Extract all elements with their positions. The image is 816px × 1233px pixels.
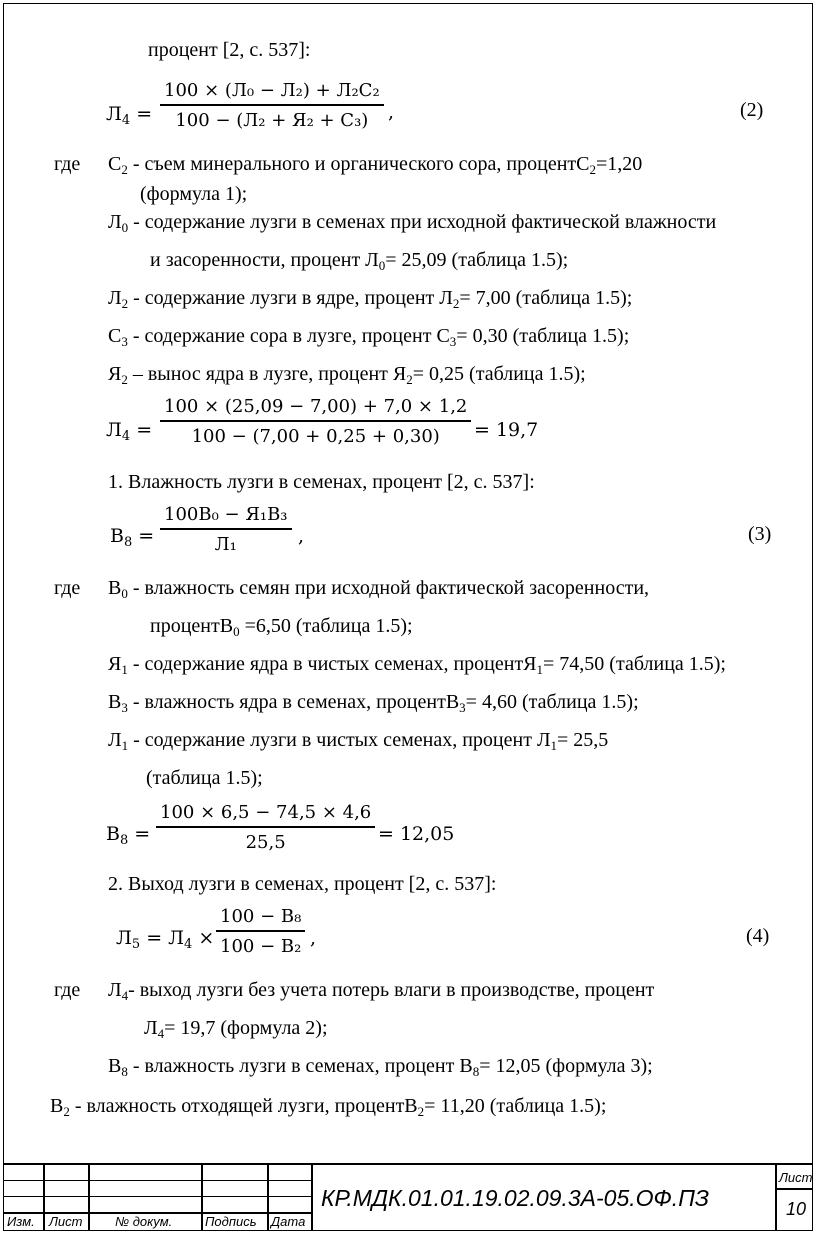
stamp-doc-no: № докум. <box>115 1214 173 1229</box>
fraction <box>216 906 305 957</box>
definition-ya1: $Я_1$ - содержание ядра в чистых семенах, процентЯ$_1$= 74,50 (таблица 1.5); <box>108 653 726 677</box>
definition-v8: $В_8$ - влажность лузги в семенах, процент $В_8= 12,05$ (формула 3); <box>108 1055 653 1079</box>
numerator: 100 × (Л₀ − Л₂) + Л₂С₂ <box>164 80 380 101</box>
sheet-number: 10 <box>786 1199 807 1219</box>
formula-lhs: $Л_4$ = <box>106 103 153 128</box>
definition-v2: $В_2$ - влажность отходящей лузги, процентВ$_2$= 11,20 (таблица 1.5); <box>50 1095 607 1119</box>
fraction <box>160 504 292 555</box>
formula-lhs: $В_8$ = <box>106 823 151 848</box>
numerator: 100В₀ − Я₁В₃ <box>164 504 288 525</box>
formula-lhs: $Л_4$ = <box>106 419 153 444</box>
comma: , <box>388 101 395 123</box>
numerator: 100 × 6,5 − 74,5 × 4,6 <box>160 802 372 823</box>
text-line: процент [2, с. 537]: <box>148 39 311 61</box>
comma: , <box>298 525 305 547</box>
denominator: 100 − (7,00 + 0,25 + 0,30) <box>191 425 440 447</box>
formula-lhs: $Л_5 = Л_4$ × <box>116 927 215 952</box>
numerator: 100 − В₈ <box>220 906 302 927</box>
text-line: 1. Влажность лузги в семенах, процент [2, с. 537]: <box>108 471 535 493</box>
stamp-date: Дата <box>271 1214 306 1229</box>
document-code: КР.МДК.01.01.19.02.09.3А-05.ОФ.ПЗ <box>321 1185 709 1211</box>
where-label: где <box>54 979 81 1001</box>
formula-lhs: $В_8$ = <box>110 525 155 550</box>
definition-l1: $Л_1$ - содержание лузги в чистых семенах, процент $Л_1= 25,5$ <box>108 729 609 753</box>
denominator: 100 − В₂ <box>220 935 302 957</box>
denominator: Л₁ <box>214 533 237 555</box>
text-line: 2. Выход лузги в семенах, процент [2, с. 537]: <box>108 873 497 895</box>
text-line: (таблица 1.5); <box>146 767 263 789</box>
stamp-sign: Подпись <box>205 1214 257 1229</box>
stamp-list: Лист <box>49 1214 83 1229</box>
where-label: где <box>54 577 81 599</box>
definition-ya2: $Я_2$ – вынос ядра в лузге, процент $Я_2= 0,25$ (таблица 1.5); <box>108 363 586 387</box>
fraction <box>160 80 384 131</box>
formula-number: (4) <box>746 925 770 947</box>
text-line: $Л_4= 19,7$ (формула 2); <box>144 1017 328 1041</box>
denominator: 25,5 <box>245 831 286 853</box>
stamp-sheet-label: Лист <box>779 1170 813 1185</box>
text-line: процентВ$_0$ =6,50 (таблица 1.5); <box>150 615 413 639</box>
definition-v3: $В_3$ - влажность ядра в семенах, процентВ$_3$= 4,60 (таблица 1.5); <box>108 691 639 715</box>
where-label: где <box>54 153 81 175</box>
numerator: 100 × (25,09 − 7,00) + 7,0 × 1,2 <box>164 396 468 417</box>
definition-v0: $В_0$ - влажность семян при исходной фактической засоренности, <box>108 577 650 601</box>
definition-c2: $С_2$ - съем минерального и органического сора, процентС$_2$=1,20 <box>108 153 643 177</box>
formula-number: (2) <box>740 99 764 121</box>
fraction <box>160 396 471 447</box>
denominator: 100 − (Л₂ + Я₂ + С₃) <box>175 109 369 131</box>
fraction <box>156 802 375 853</box>
definition-l4: $Л_4-$ выход лузги без учета потерь влаги в производстве, процент <box>108 979 655 1003</box>
title-block <box>3 1163 813 1231</box>
text-line: (формула 1); <box>140 183 248 205</box>
definition-l2: $Л_2$ - содержание лузги в ядре, процент $Л_2= 7,00$ (таблица 1.5); <box>108 287 633 311</box>
formula-number: (3) <box>748 523 772 545</box>
text-line: и засоренности, процент $Л_0= 25,09$ (таблица 1.5); <box>150 249 569 273</box>
stamp-izm: Изм. <box>7 1214 35 1229</box>
result: = 12,05 <box>378 823 455 845</box>
definition-l0: $Л_0$ - содержание лузги в семенах при исходной фактической влажности <box>108 211 717 235</box>
result: = 19,7 <box>474 419 539 441</box>
definition-c3: $С_3$ - содержание сора в лузге, процент $С_3= 0,30$ (таблица 1.5); <box>108 325 630 349</box>
comma: , <box>310 927 317 949</box>
